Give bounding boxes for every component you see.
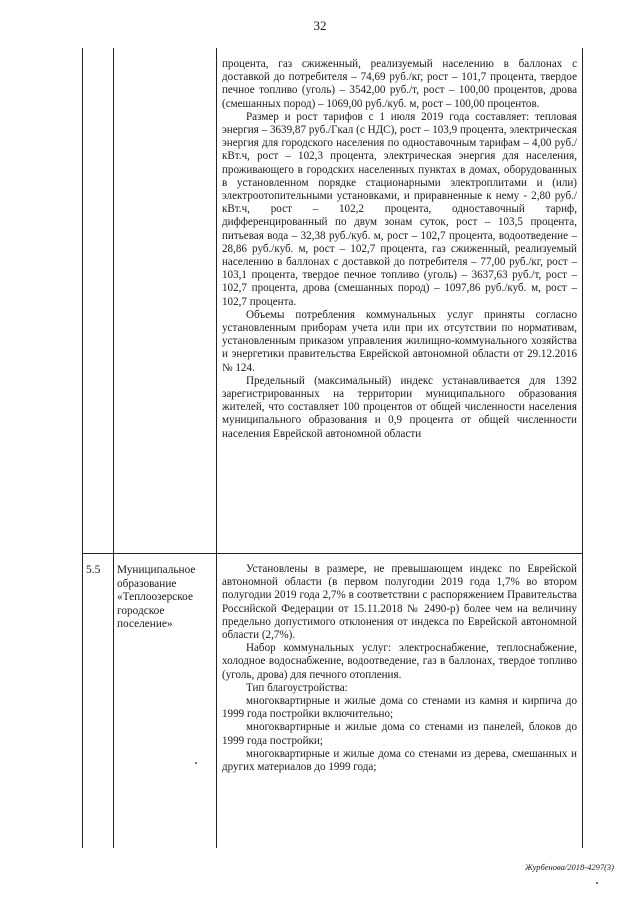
municipality-name-line: поселение» — [117, 618, 173, 631]
paragraph: Набор коммунальных услуг: электроснабжение, теплоснабжение, холодное водоснабжение, водоотведение, газ в баллонах, твердое топливо (уголь, дрова) для печного отопления. — [222, 642, 577, 681]
paragraph: Размер и рост тарифов с 1 июля 2019 года составляет: тепловая энергия – 3639,87 руб./Гкал (с НДС), рост – 103,9 процента, электрическая энергия для городского населения по одноставочным тарифам – 4,00 руб./кВт.ч, рост – 102,3 процента, электрическая энергия для населения, проживающего в городских населенных пунктах в домах, оборудованных в установленном порядке стационарными электроплитами и (или) электроотопительными установками, и приравненные к нему - 2,80 руб./кВт.ч, рост – 102,2 процента, одноставочный тариф, дифференцированный по двум зонам суток, рост – 103,5 процента, питьевая вода – 32,38 руб./куб. м, рост – 102,7 процента, водоотведение –28,86 руб./куб. м, рост – 102,7 процента, газ сжиженный, реализуемый населению в баллонах с доставкой до потребителя – 77,00 руб./кг, рост – 103,1 процента, твердое печное топливо (уголь) – 3637,63 руб./т, рост – 102,7 процента, дрова (смешанных пород) – 1097,86 руб./куб. м, рост – 102,7 процента. — [222, 110, 577, 308]
municipality-name — [117, 564, 217, 632]
table-border-number-col — [113, 48, 114, 848]
paragraph: многоквартирные и жилые дома со стенами из дерева, смешанных и других материалов до 1999 года; — [222, 747, 577, 774]
scan-speck — [596, 882, 598, 884]
paragraph: процента, газ сжиженный, реализуемый населению в баллонах с доставкой до потребителя – 74,69 руб./кг, рост – 101,7 процента, твердое печное топливо (уголь) – 3542,00 руб./т, рост – 100,00 процентов, дрова (смешанных пород) – 1069,00 руб./куб. м, рост – 100,00 процентов. — [222, 58, 577, 110]
municipality-name-line: образование — [117, 577, 177, 590]
row-description-text — [222, 563, 577, 774]
scan-speck — [195, 762, 197, 764]
paragraph: многоквартирные и жилые дома со стенами из камня и кирпича до 1999 года постройки включительно; — [222, 695, 577, 721]
table-border-right — [582, 48, 583, 848]
municipality-name-line: «Теплоозерское — [117, 591, 193, 604]
table-border-name-col — [216, 48, 217, 848]
row-number: 5.5 — [86, 564, 101, 576]
table-border-left — [82, 48, 83, 848]
page-number: 32 — [313, 18, 327, 33]
paragraph: многоквартирные и жилые дома со стенами из панелей, блоков до 1999 года постройки; — [222, 721, 577, 747]
table-row-divider — [82, 553, 583, 554]
paragraph: Объемы потребления коммунальных услуг приняты согласно установленным приборам учета или при их отсутствии по нормативам, установленным приказом управления жилищно-коммунального хозяйства и энергетики правительства Еврейской автономной области от 29.12.2016 № 124. — [222, 308, 577, 374]
municipality-name-line: Муниципальное — [117, 564, 196, 576]
municipality-name-line: городское — [117, 604, 165, 617]
continuation-cell-text — [222, 58, 577, 441]
paragraph: Предельный (максимальный) индекс устанавливается для 1392 зарегистрированных на территории муниципального образования жителей, что составляет 100 процентов от общей численности населения муниципального образования и 0,9 процента от общей численности населения Еврейской автономной области — [222, 374, 577, 440]
document-code: Журбенова/2018-4297(3) — [525, 862, 614, 872]
paragraph: Тип благоустройства: — [246, 681, 348, 694]
paragraph: Установлены в размере, не превышающем индекс по Еврейской автономной области (в первом полугодии 2019 года 1,7% во втором полугодии 2019 года 2,7% в соответствии с распоряжением Правительства Российской Федерации от 15.11.2018 № 2490-р) более чем на величину предельно допустимого отклонения от индекса по Еврейской автономной области (2,7%). — [222, 563, 577, 642]
